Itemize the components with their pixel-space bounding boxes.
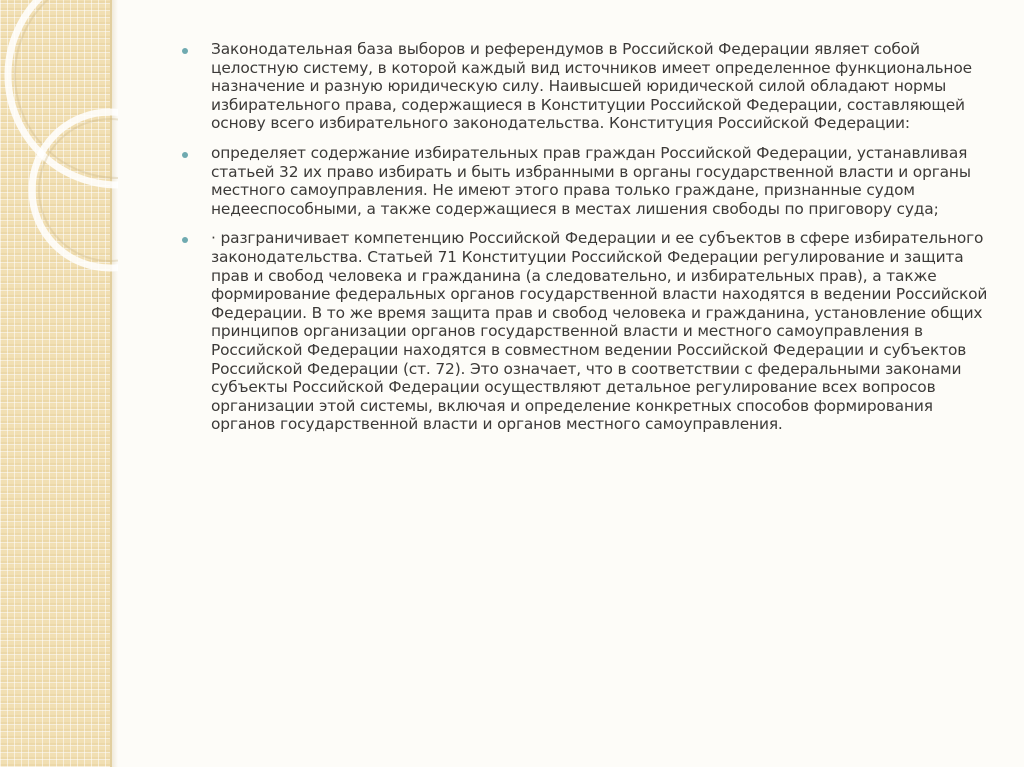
bullet-item: [178, 40, 993, 133]
bullet-text: · разграничивает компетенцию Российской Федерации и ее субъектов в сфере избирательного законодательства. Статьей 71 Конституции Российской Федерации регулирование и защита прав и свобод человека и гражданина (а следовательно, и избирательных прав), а также формирование федеральных органов государственной власти находятся в ведении Российской Федерации. В то же время защита прав и свобод человека и гражданина, установление общих принципов организации органов государственной власти и местного самоуправления в Российской Федерации находятся в совместном ведении Российской Федерации и субъектов Российской Федерации (ст. 72). Это означает, что в соответствии с федеральными законами субъекты Российской Федерации осуществляют детальное регулирование всех вопросов организации этой системы, включая и определение конкретных способов формирования органов государственной власти и органов местного самоуправления.: [211, 229, 988, 434]
bullet-dot-icon: [182, 237, 188, 243]
decorative-ring-upper: [8, 0, 118, 185]
decorative-rings-graphic: [0, 0, 118, 330]
bullet-item: [178, 229, 993, 434]
bullet-text: Законодательная база выборов и референдумов в Российской Федерации являет собой целостную систему, в которой каждый вид источников имеет определенное функциональное назначение и разную юридическую силу. Наивысшей юридической силой обладают нормы избирательного права, содержащиеся в Конституции Российской Федерации, составляющей основу всего избирательного законодательства. Конституция Российской Федерации:: [211, 40, 972, 133]
slide-content: [178, 40, 993, 445]
bullet-item: [178, 144, 993, 218]
bullet-text: определяет содержание избирательных прав граждан Российской Федерации, устанавливая статьей 32 их право избирать и быть избранными в органы государственной власти и органы местного самоуправления. Не имеют этого права только граждане, признанные судом недееспособными, а также содержащиеся в местах лишения свободы по приговору суда;: [211, 143, 971, 218]
bullet-dot-icon: [182, 48, 188, 54]
bullet-dot-icon: [182, 152, 188, 158]
decorative-ring-lower: [32, 112, 118, 268]
decorative-ring-upper-shade: [15, 0, 118, 178]
